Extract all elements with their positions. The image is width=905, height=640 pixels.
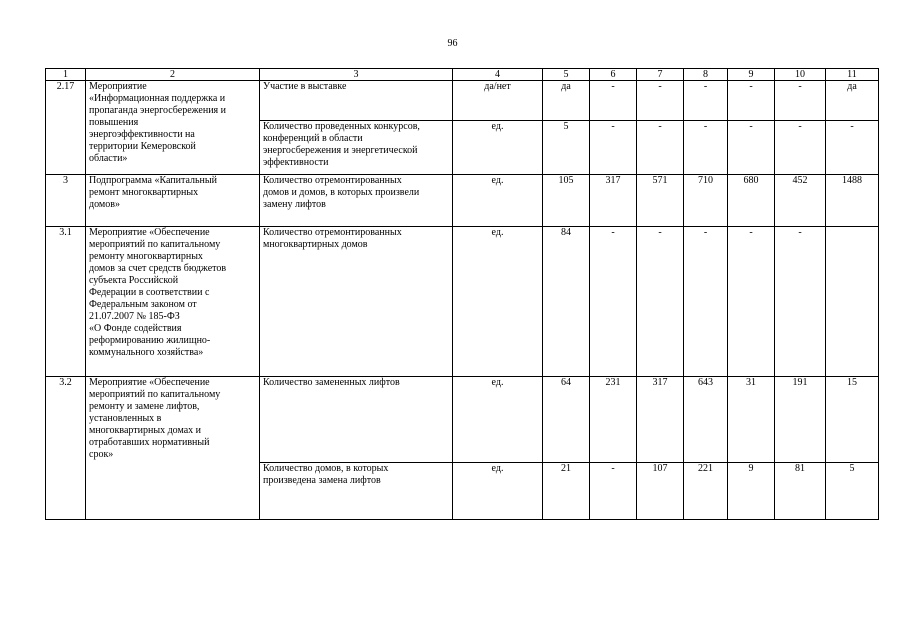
- value-cell: -: [775, 81, 826, 121]
- value-cell: 191: [775, 377, 826, 463]
- column-header: 9: [728, 69, 775, 81]
- value-cell: 317: [590, 175, 637, 227]
- column-header: 3: [260, 69, 453, 81]
- value-cell: 9: [728, 463, 775, 520]
- value-cell: 84: [543, 227, 590, 377]
- column-header: 7: [637, 69, 684, 81]
- table-row: [46, 227, 879, 377]
- measure-title: Мероприятие «Обеспечение мероприятий по капитальному ремонту многоквартирных домов за счет средств бюджетов субъекта Российской Федерации в соответствии с Федеральным законом от 21.07.2007 № 185-ФЗ «О Фонде содействия реформированию жилищно- коммунального хозяйства»: [86, 227, 260, 377]
- value-cell: 452: [775, 175, 826, 227]
- value-cell: 105: [543, 175, 590, 227]
- indicator-name: Количество замененных лифтов: [260, 377, 453, 463]
- value-cell: -: [684, 121, 728, 175]
- table-row: [46, 81, 879, 121]
- unit-cell: да/нет: [453, 81, 543, 121]
- measure-title: Мероприятие «Обеспечение мероприятий по капитальному ремонту и замене лифтов, установленных в многоквартирных домах и отработавших нормативный срок»: [86, 377, 260, 520]
- column-header: 6: [590, 69, 637, 81]
- value-cell: 5: [543, 121, 590, 175]
- indicator-name: Участие в выставке: [260, 81, 453, 121]
- value-cell: -: [637, 121, 684, 175]
- value-cell: 64: [543, 377, 590, 463]
- value-cell: -: [826, 121, 879, 175]
- value-cell: -: [590, 121, 637, 175]
- value-cell: 1488: [826, 175, 879, 227]
- value-cell: 221: [684, 463, 728, 520]
- column-header: 4: [453, 69, 543, 81]
- indicators-table: [45, 68, 879, 520]
- page-number: 96: [447, 38, 458, 49]
- unit-cell: ед.: [453, 121, 543, 175]
- unit-cell: ед.: [453, 227, 543, 377]
- indicator-name: Количество отремонтированных домов и домов, в которых произвели замену лифтов: [260, 175, 453, 227]
- column-number-header-row: [46, 69, 879, 81]
- unit-cell: ед.: [453, 175, 543, 227]
- value-cell: -: [637, 81, 684, 121]
- value-cell: -: [637, 227, 684, 377]
- measure-title: Подпрограмма «Капитальный ремонт многоквартирных домов»: [86, 175, 260, 227]
- indicator-name: Количество проведенных конкурсов, конференций в области энергосбережения и энергетической эффективности: [260, 121, 453, 175]
- value-cell: 710: [684, 175, 728, 227]
- column-header: 2: [86, 69, 260, 81]
- row-number: 3.2: [46, 377, 86, 520]
- value-cell: 31: [728, 377, 775, 463]
- value-cell: 643: [684, 377, 728, 463]
- column-header: 11: [826, 69, 879, 81]
- row-number: 2.17: [46, 81, 86, 175]
- value-cell: 21: [543, 463, 590, 520]
- column-header: 1: [46, 69, 86, 81]
- value-cell: 680: [728, 175, 775, 227]
- value-cell: -: [590, 81, 637, 121]
- value-cell: -: [590, 227, 637, 377]
- value-cell: 571: [637, 175, 684, 227]
- indicator-name: Количество отремонтированных многоквартирных домов: [260, 227, 453, 377]
- value-cell: 107: [637, 463, 684, 520]
- unit-cell: ед.: [453, 463, 543, 520]
- table-row: [46, 175, 879, 227]
- value-cell: -: [684, 227, 728, 377]
- value-cell: -: [775, 121, 826, 175]
- row-number: 3: [46, 175, 86, 227]
- column-header: 5: [543, 69, 590, 81]
- column-header: 10: [775, 69, 826, 81]
- value-cell: да: [826, 81, 879, 121]
- row-number: 3.1: [46, 227, 86, 377]
- value-cell: -: [728, 227, 775, 377]
- value-cell: [826, 227, 879, 377]
- indicator-name: Количество домов, в которых произведена замена лифтов: [260, 463, 453, 520]
- value-cell: -: [775, 227, 826, 377]
- value-cell: 15: [826, 377, 879, 463]
- column-header: 8: [684, 69, 728, 81]
- value-cell: да: [543, 81, 590, 121]
- value-cell: -: [590, 463, 637, 520]
- value-cell: 317: [637, 377, 684, 463]
- unit-cell: ед.: [453, 377, 543, 463]
- value-cell: 5: [826, 463, 879, 520]
- value-cell: -: [728, 81, 775, 121]
- table-row: [46, 377, 879, 463]
- value-cell: 231: [590, 377, 637, 463]
- value-cell: 81: [775, 463, 826, 520]
- value-cell: -: [684, 81, 728, 121]
- measure-title: Мероприятие «Информационная поддержка и пропаганда энергосбережения и повышения энергоэффективности на территории Кемеровской области»: [86, 81, 260, 175]
- value-cell: -: [728, 121, 775, 175]
